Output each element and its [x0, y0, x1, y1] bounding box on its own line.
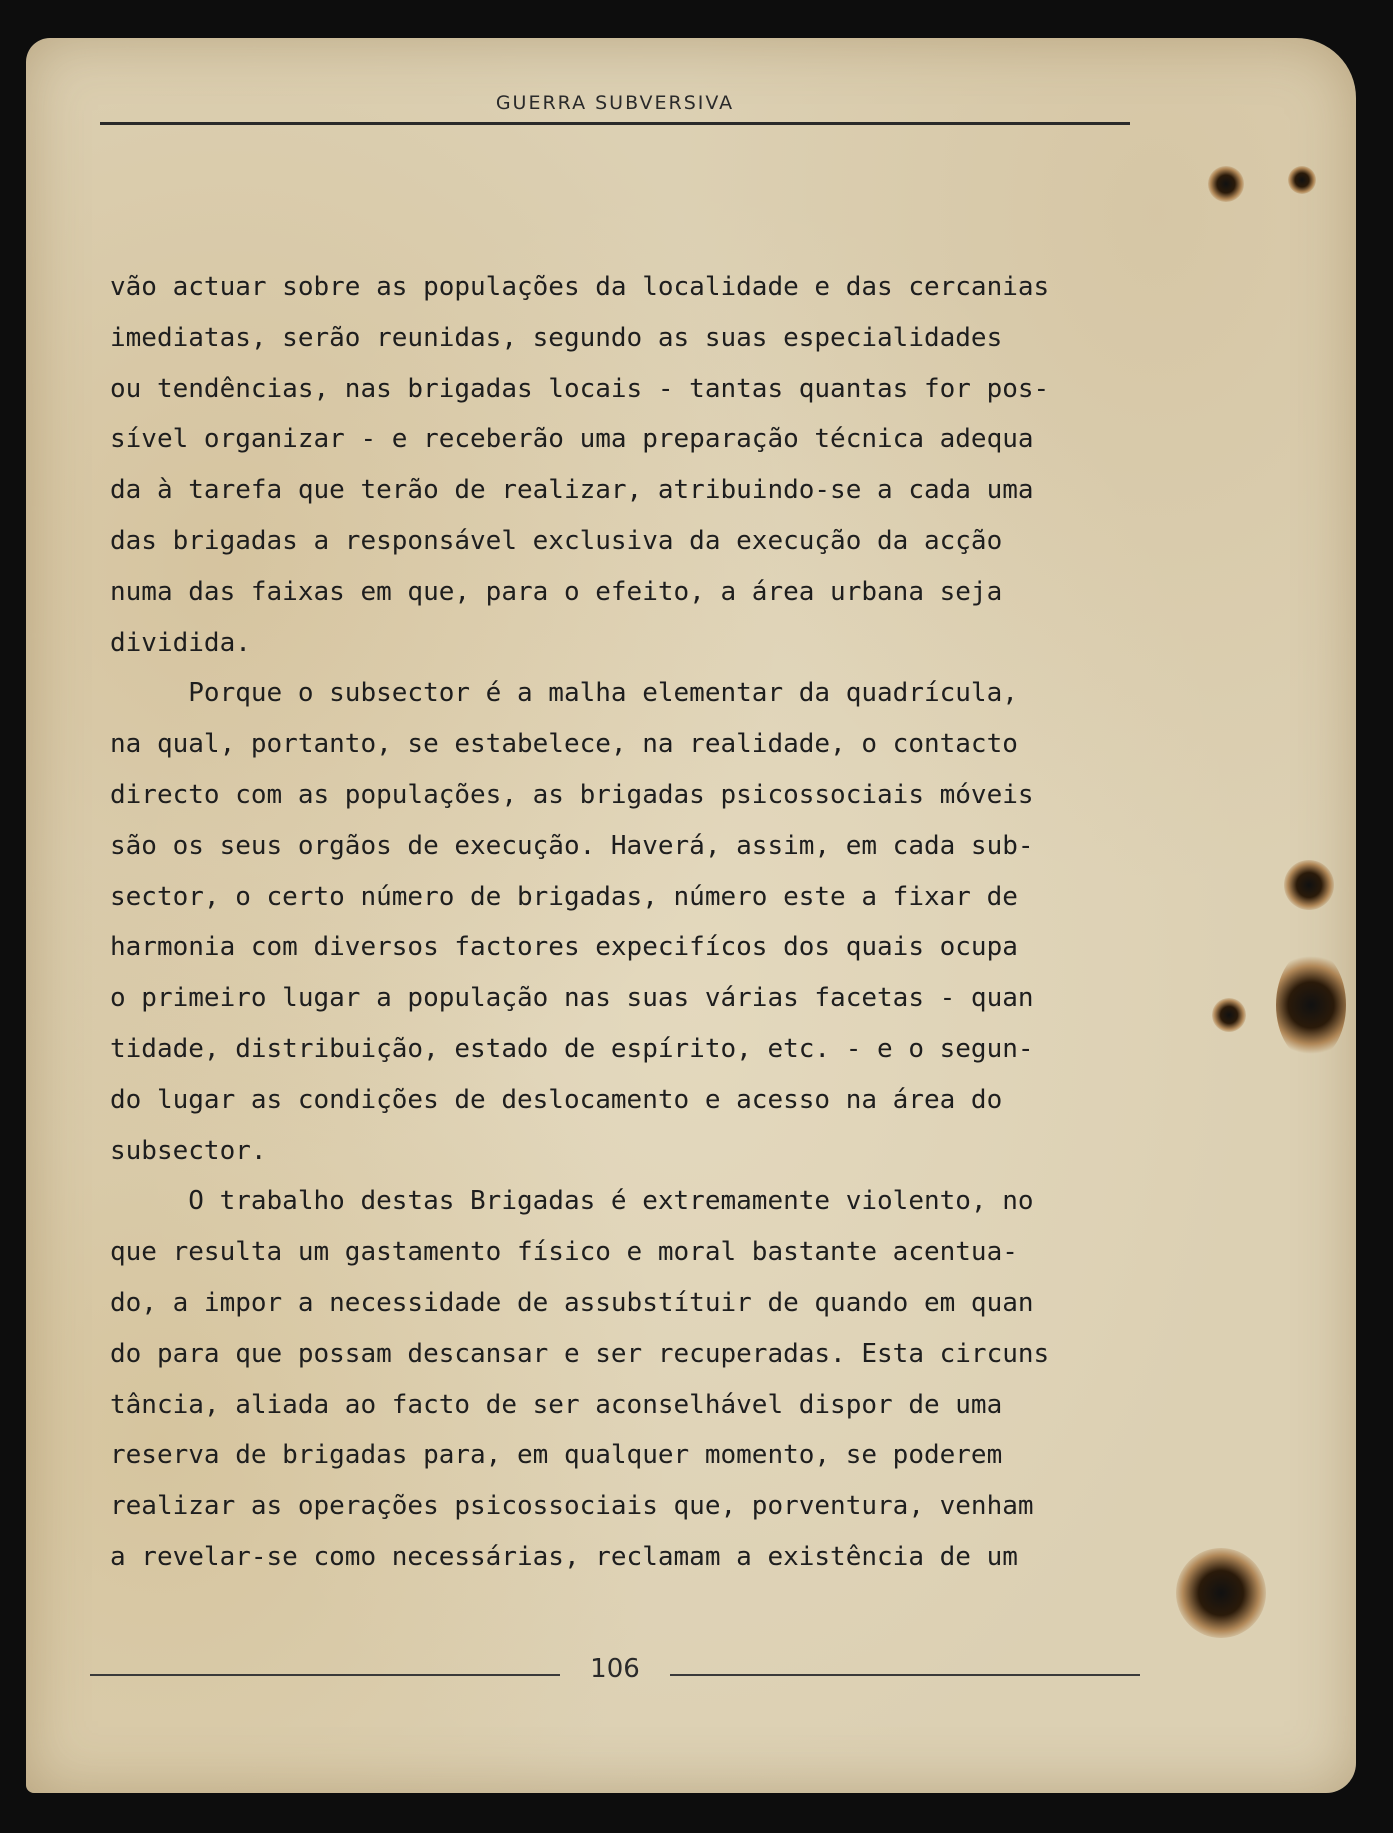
punch-hole [1176, 1548, 1266, 1638]
text-line: tância, aliada ao facto de ser aconselhável dispor de uma [110, 1389, 1003, 1420]
page-number: 106 [590, 1654, 640, 1684]
text-line: directo com as populações, as brigadas psicossociais móveis [110, 779, 1034, 810]
page-footer [90, 1650, 1140, 1690]
text-line: sector, o certo número de brigadas, número este a fixar de [110, 881, 1018, 912]
header-rule [100, 122, 1130, 125]
punch-hole [1276, 950, 1346, 1060]
text-line: das brigadas a responsável exclusiva da execução da acção [110, 525, 1003, 556]
text-line: a revelar-se como necessárias, reclamam a existência de um [110, 1541, 1018, 1572]
text-line: ou tendências, nas brigadas locais - tantas quantas for pos- [110, 373, 1050, 404]
text-line: Porque o subsector é a malha elementar da quadrícula, [110, 678, 1018, 709]
footer-rule [670, 1674, 1140, 1676]
text-line: da à tarefa que terão de realizar, atribuindo-se a cada uma [110, 475, 1034, 506]
text-line: do, a impor a necessidade de assubstítuir de quando em quan [110, 1287, 1034, 1318]
text-line: sível organizar - e receberão uma preparação técnica adequa [110, 424, 1034, 455]
text-line: numa das faixas em que, para o efeito, a área urbana seja [110, 576, 1003, 607]
text-line: tidade, distribuição, estado de espírito, etc. - e o segun- [110, 1033, 1034, 1064]
punch-hole [1288, 166, 1316, 194]
footer-rule [90, 1674, 560, 1676]
text-line: O trabalho destas Brigadas é extremamente violento, no [110, 1186, 1034, 1217]
header-title: GUERRA SUBVERSIVA [495, 92, 735, 114]
body-text [110, 262, 1145, 1583]
text-line: imediatas, serão reunidas, segundo as suas especialidades [110, 322, 1003, 353]
page-header [100, 92, 1130, 132]
punch-hole [1284, 860, 1334, 910]
text-line: o primeiro lugar a população nas suas várias facetas - quan [110, 983, 1034, 1014]
text-line: vão actuar sobre as populações da localidade e das cercanias [110, 272, 1050, 302]
text-line: harmonia com diversos factores expecifícos dos quais ocupa [110, 932, 1018, 963]
text-line: subsector. [110, 1135, 267, 1166]
text-line: na qual, portanto, se estabelece, na realidade, o contacto [110, 729, 1018, 760]
punch-hole [1212, 998, 1246, 1032]
text-line: realizar as operações psicossociais que, porventura, venham [110, 1491, 1034, 1522]
text-line: do para que possam descansar e ser recuperadas. Esta circuns [110, 1338, 1050, 1369]
text-line: que resulta um gastamento físico e moral bastante acentua- [110, 1237, 1018, 1268]
punch-hole [1208, 166, 1244, 202]
text-line: do lugar as condições de deslocamento e acesso na área do [110, 1084, 1003, 1115]
text-line: dividida. [110, 627, 251, 658]
text-line: são os seus orgãos de execução. Haverá, assim, em cada sub- [110, 830, 1034, 861]
text-line: reserva de brigadas para, em qualquer momento, se poderem [110, 1440, 1003, 1471]
